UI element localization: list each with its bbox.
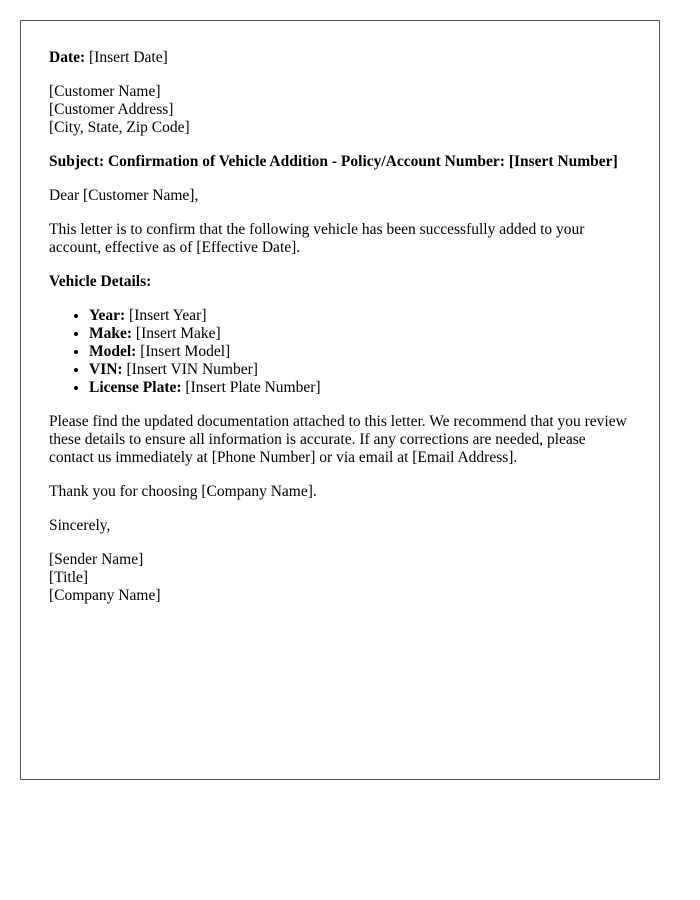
body-paragraph: Please find the updated documentation attached to this letter. We recommend that you review these details to ensure all information is accurate. If any corrections are needed, please contact us immediately at [Phone Number] or via email at [Email Address]. (49, 413, 627, 466)
signature-block (49, 551, 631, 605)
vehicle-make-value: [Insert Make] (135, 325, 221, 342)
vehicle-year-label: Year: (89, 307, 126, 324)
vehicle-vin-value: [Insert VIN Number] (126, 361, 258, 378)
recipient-block (49, 83, 631, 137)
date-value: [Insert Date] (89, 49, 168, 66)
list-item (89, 343, 631, 361)
sender-company: [Company Name] (49, 587, 161, 604)
vehicle-vin-label: VIN: (89, 361, 123, 378)
vehicle-plate-label: License Plate: (89, 379, 182, 396)
recipient-name: [Customer Name] (49, 83, 161, 100)
intro-paragraph: This letter is to confirm that the following vehicle has been successfully added to your account, effective as of [Effective Date]. (49, 221, 585, 256)
vehicle-year-value: [Insert Year] (129, 307, 207, 324)
vehicle-model-value: [Insert Model] (140, 343, 231, 360)
vehicle-details-heading (49, 273, 631, 291)
recipient-city-state-zip: [City, State, Zip Code] (49, 119, 190, 136)
vehicle-plate-value: [Insert Plate Number] (185, 379, 321, 396)
vehicle-details-heading-text: Vehicle Details: (49, 273, 152, 290)
date-line (49, 49, 631, 67)
letter-page (20, 20, 660, 780)
recipient-address: [Customer Address] (49, 101, 174, 118)
salutation: Dear [Customer Name], (49, 187, 199, 204)
date-label: Date: (49, 49, 86, 66)
list-item (89, 325, 631, 343)
vehicle-make-label: Make: (89, 325, 133, 342)
sender-name: [Sender Name] (49, 551, 144, 568)
vehicle-details-list (49, 307, 631, 397)
subject-line (49, 153, 631, 171)
subject-text: Subject: Confirmation of Vehicle Addition - Policy/Account Number: [Insert Number] (49, 153, 618, 170)
vehicle-model-label: Model: (89, 343, 137, 360)
sender-title: [Title] (49, 569, 89, 586)
list-item (89, 379, 631, 397)
list-item (89, 361, 631, 379)
list-item (89, 307, 631, 325)
closing: Sincerely, (49, 517, 111, 534)
thanks-line: Thank you for choosing [Company Name]. (49, 483, 317, 500)
